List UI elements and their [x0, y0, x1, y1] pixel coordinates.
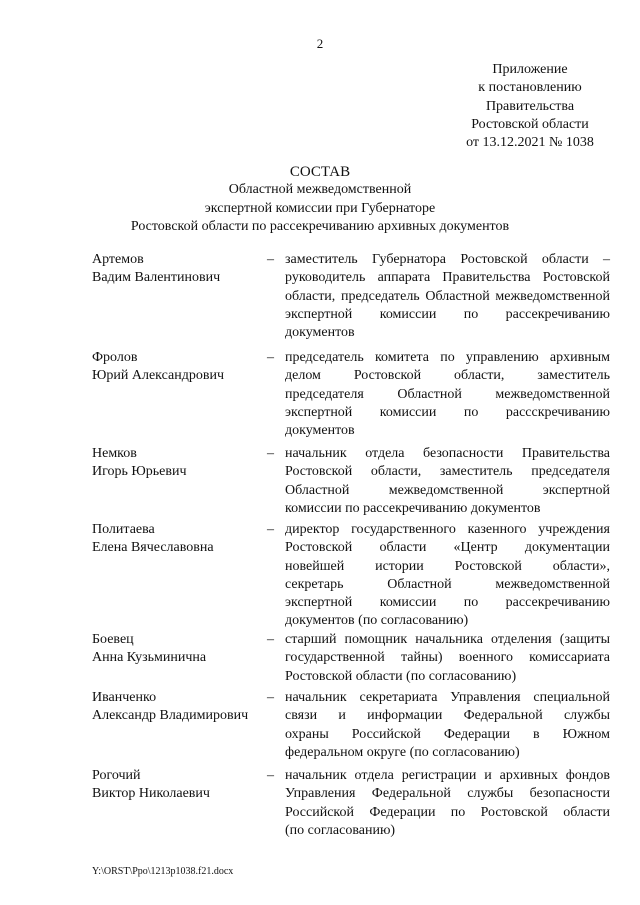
member-role	[285, 349, 610, 440]
member-role-line: руководитель аппарата Правительства Ростовской	[285, 270, 610, 286]
member-dash: –	[267, 446, 274, 461]
member-role-line: заместитель Губернатора Ростовской области –	[285, 252, 610, 267]
member-role-line: Ростовской области, заместитель председателя	[285, 464, 610, 480]
member-dash: –	[267, 252, 274, 267]
member-role-line: федеральном округе (по согласованию)	[285, 744, 520, 760]
member-role-line: начальник отдела регистрации и архивных фондов	[285, 768, 610, 783]
page-number: 2	[316, 36, 324, 51]
member-surname: Артемов	[92, 252, 144, 267]
file-path-footer: Y:\ORST\Ppo\1213p1038.f21.docx	[92, 866, 234, 877]
member-role-line: секретарь Областной межведомственной	[285, 576, 610, 592]
title-line: Областной межведомственной	[228, 182, 412, 198]
member-name	[92, 767, 267, 804]
member-role	[285, 521, 610, 631]
member-given-names: Игорь Юрьевич	[92, 464, 187, 480]
member-role-line: области, председатель Областной межведомственной	[285, 288, 610, 304]
member-role-line: Ростовской области (по согласованию)	[285, 668, 517, 684]
member-role-line: экспертной комиссии по рассскречиванию	[285, 404, 610, 420]
member-role-line: охраны Российской Федерации в Южном	[285, 726, 610, 742]
appendix-line: Приложение	[492, 62, 568, 77]
member-surname: Рогочий	[92, 768, 141, 783]
member-role	[285, 689, 610, 762]
member-name	[92, 521, 267, 558]
appendix-line: от 13.12.2021 № 1038	[466, 135, 594, 151]
member-role-line: экспертной комиссии по рассекречиванию	[285, 595, 610, 611]
member-role	[285, 445, 610, 518]
member-role	[285, 251, 610, 342]
member-given-names: Виктор Николаевич	[92, 786, 210, 802]
member-given-names: Юрий Александрович	[92, 368, 224, 384]
document-title	[0, 163, 640, 236]
member-role-line: Российской Федерации по Ростовской области	[285, 804, 610, 820]
member-role-line: документов (по согласованию)	[285, 613, 469, 629]
member-dash: –	[267, 690, 274, 705]
member-role-line: делом Ростовской области, заместитель	[285, 368, 610, 384]
member-role	[285, 767, 610, 840]
member-surname: Политаева	[92, 522, 155, 537]
member-surname: Немков	[92, 446, 137, 461]
member-name	[92, 631, 267, 668]
member-role-line: директор государственного казенного учреждения	[285, 522, 610, 537]
member-role-line: новейшей истории Ростовской области»,	[285, 558, 610, 574]
member-role	[285, 631, 610, 686]
member-role-line: комиссии по рассекречиванию документов	[285, 500, 541, 516]
member-role-line: Ростовской области «Центр документации	[285, 540, 610, 556]
member-name	[92, 445, 267, 482]
member-dash: –	[267, 522, 274, 537]
member-surname: Боевец	[92, 632, 134, 647]
appendix-header	[430, 61, 630, 152]
member-role-line: связи и информации Федеральной службы	[285, 708, 610, 724]
appendix-line: Правительства	[485, 98, 575, 114]
member-given-names: Александр Владимирович	[92, 708, 249, 724]
member-role-line: начальник отдела безопасности Правительства	[285, 446, 610, 461]
member-dash: –	[267, 632, 274, 647]
member-name	[92, 251, 267, 288]
member-name	[92, 689, 267, 726]
member-role-line: Областной межведомственной экспертной	[285, 482, 610, 498]
title-main: СОСТАВ	[289, 164, 351, 180]
member-dash: –	[267, 350, 274, 365]
appendix-line: Ростовской области	[471, 116, 589, 132]
member-role-line: экспертной комиссии по рассекречиванию	[285, 306, 610, 322]
title-line: Ростовской области по рассекречиванию архивных документов	[130, 218, 510, 234]
member-surname: Иванченко	[92, 690, 157, 705]
member-role-line: документов	[285, 423, 355, 439]
member-role-line: начальник секретариата Управления специальной	[285, 690, 610, 705]
member-role-line: председателя Областной межведомственной	[285, 386, 610, 402]
member-name	[92, 349, 267, 386]
member-given-names: Вадим Валентинович	[92, 270, 221, 286]
member-given-names: Анна Кузьминична	[92, 650, 207, 666]
appendix-line: к постановлению	[478, 80, 582, 96]
member-role-line: Управления Федеральной службы безопасности	[285, 786, 610, 802]
title-line: экспертной комиссии при Губернаторе	[204, 200, 436, 216]
member-role-line: старший помощник начальника отделения (защиты	[285, 632, 610, 647]
member-role-line: председатель комитета по управлению архивным	[285, 350, 610, 365]
member-role-line: (по согласованию)	[285, 822, 396, 838]
member-role-line: документов	[285, 325, 355, 341]
member-role-line: государственной тайны) военного комиссариата	[285, 650, 610, 666]
member-dash: –	[267, 768, 274, 783]
member-surname: Фролов	[92, 350, 138, 365]
member-given-names: Елена Вячеславовна	[92, 540, 214, 556]
